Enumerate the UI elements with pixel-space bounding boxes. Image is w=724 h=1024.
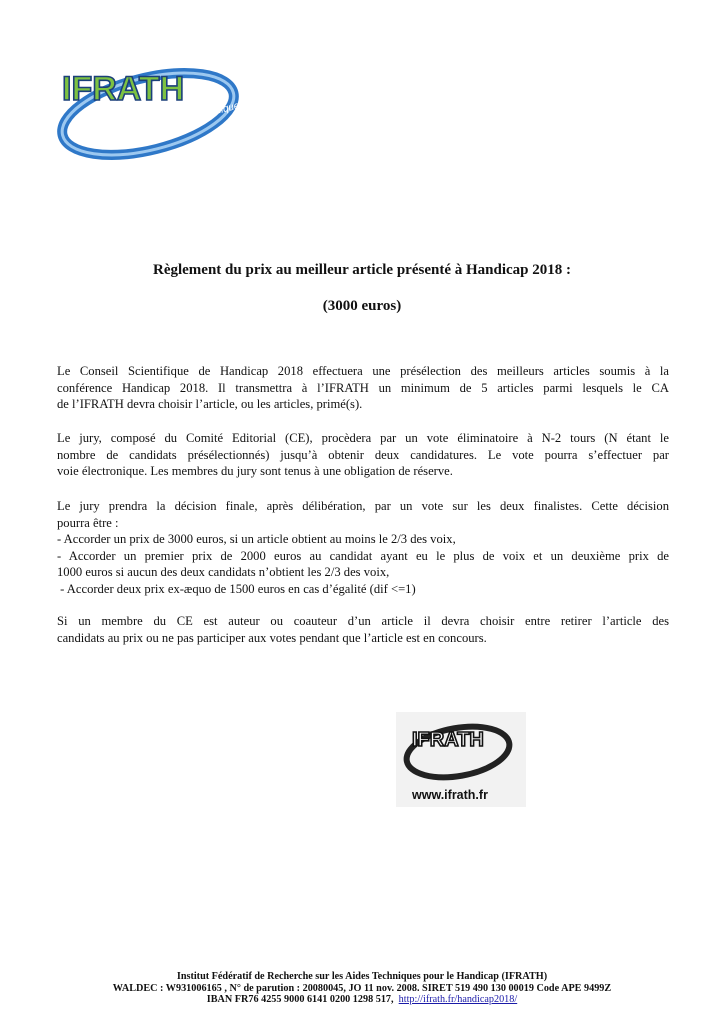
footer-iban: IBAN FR76 4255 9000 6141 0200 1298 517,: [206, 994, 399, 1005]
footer-bank: [0, 994, 724, 1006]
stamp-graphic: [396, 712, 526, 807]
list-item: - Accorder un premier prix de 2000 euros au candidat ayant eu le plus de voix et un deuxième prix de: [57, 548, 669, 563]
text-line: nombre de candidats présélectionnés) jusqu’à obtenir deux candidatures. Le vote pourra s’effectuer par: [57, 447, 669, 462]
text-line: conférence Handicap 2018. Il transmettra à l’IFRATH un minimum de 5 articles parmi lesquels le CA: [57, 380, 669, 395]
paragraph-conflict: [57, 613, 669, 646]
text-line: 1000 euros si aucun des deux candidats n’obtient les 2/3 des voix,: [57, 565, 390, 579]
paragraph-preselection: [57, 363, 669, 413]
stamp-url: www.ifrath.fr: [412, 788, 488, 802]
text-line: voie électronique. Les membres du jury sont tenus à une obligation de réserve.: [57, 464, 453, 478]
footer-registration: WALDEC : W931006165 , N° de parution : 20080045, JO 11 nov. 2008. SIRET 519 490 130 00019 Code APE 9499Z: [112, 982, 612, 994]
footer-link[interactable]: http://ifrath.fr/handicap2018/: [398, 994, 518, 1005]
footer-institute: Institut Fédératif de Recherche sur les Aides Techniques pour le Handicap (IFRATH): [176, 971, 548, 982]
stamp-brand-text: IFRATH: [412, 729, 484, 751]
ifrath-logo-graphic: [50, 58, 240, 168]
list-item: - Accorder un prix de 3000 euros, si un article obtient au moins le 2/3 des voix,: [57, 532, 456, 546]
logo-tagline: Recherche sur les Aides Techniques: [86, 99, 240, 149]
text-line: Le Conseil Scientifique de Handicap 2018 effectuera une présélection des meilleurs articles soumis à la: [57, 364, 669, 378]
footer: [0, 971, 724, 1006]
ifrath-logo: [50, 58, 240, 168]
text-line: de l’IFRATH devra choisir l’article, ou les articles, primé(s).: [57, 397, 363, 411]
text-line: Le jury, composé du Comité Editorial (CE), procèdera par un vote éliminatoire à N-2 tours (N étant le: [57, 431, 669, 445]
paragraph-decision: [57, 498, 669, 597]
text-line: Si un membre du CE est auteur ou coauteur d’un article il devra choisir entre retirer l’article des: [57, 614, 669, 628]
text-line: pourra être :: [57, 515, 119, 530]
prize-amount: (3000 euros): [322, 298, 402, 314]
text-line: candidats au prix ou ne pas participer aux votes pendant que l’article est en concours.: [57, 630, 487, 645]
page-title: Règlement du prix au meilleur article présenté à Handicap 2018 :: [152, 262, 571, 278]
text-line: Le jury prendra la décision finale, après délibération, par un vote sur les deux finalistes. Cette décision: [57, 499, 669, 513]
paragraph-jury: [57, 430, 669, 480]
logo-brand-text: IFRATH: [62, 70, 185, 108]
list-item: - Accorder deux prix ex-æquo de 1500 euros en cas d’égalité (dif <=1): [57, 581, 416, 596]
ifrath-stamp: [396, 712, 526, 807]
